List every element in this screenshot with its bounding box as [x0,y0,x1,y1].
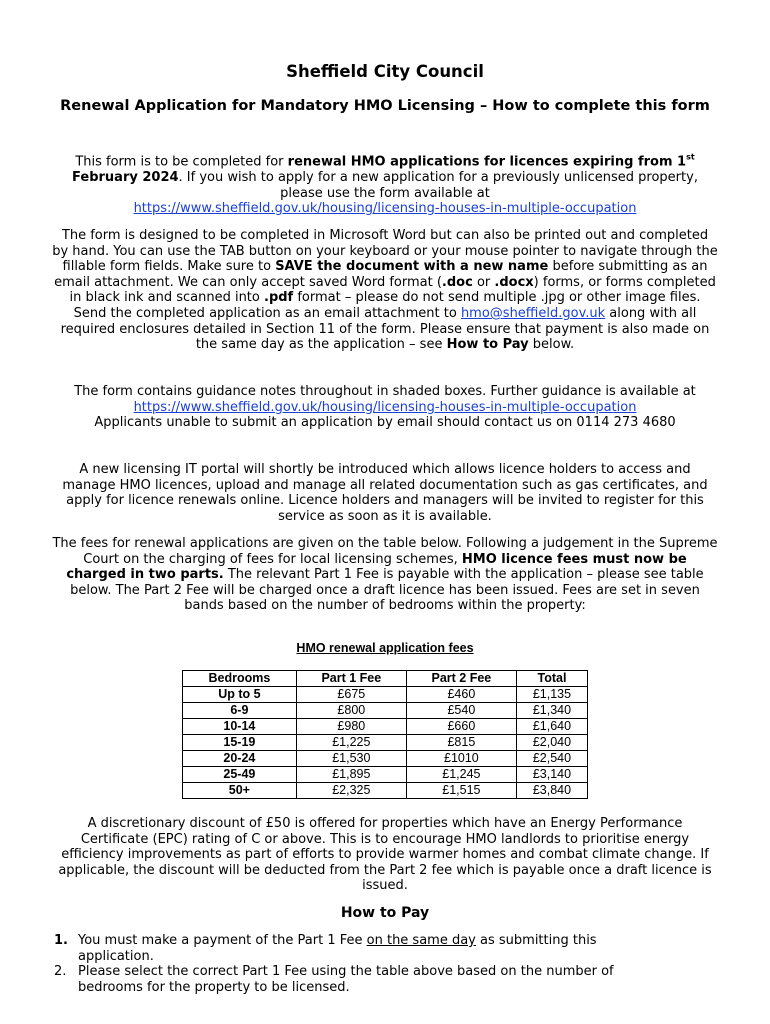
completion-text-2: before submitting as an email attachment. We can only accept saved Word format ( [54,259,708,290]
part2-cell: £815 [406,735,516,751]
fees-table-caption: HMO renewal application fees [296,641,474,655]
part2-cell: £1,515 [406,783,516,799]
intro-bold-expiry: renewal HMO applications for licences expiring from 1 [287,154,687,170]
step-text-2: as submitting this application. [78,933,597,964]
table-row [183,735,588,751]
total-cell: £1,135 [516,687,587,703]
completion-text: The form is designed to be completed in Microsoft Word but can also be printed out and completed by hand. You can use the TAB button on your keyboard or your mouse pointer to navigate through the fillable form fields. Make sure to [52,228,718,275]
intro-text: This form is to be completed for [75,154,288,170]
fees-bold-note: HMO licence fees must now be charged in two parts. [66,551,687,583]
intro-superscript: st [686,153,695,162]
total-cell: £1,640 [516,719,587,735]
table-row [183,783,588,799]
fees-text-2: The relevant Part 1 Fee is payable with the application – please see table below. The Part 2 Fee will be charged once a draft licence has been issued. Fees are set in seven bands based on the number of bedrooms within the property: [70,567,704,614]
total-cell: £2,040 [516,735,587,751]
intro-text-2: . If you wish to apply for a new application for a previously unlicensed property, please use the form available at [178,169,698,201]
save-instruction: SAVE the document with a new name [275,259,549,275]
fees-paragraph [52,536,718,614]
header-bedrooms: Bedrooms [183,671,297,687]
part1-cell: £1,530 [296,751,406,767]
completion-text-3: or [472,274,495,290]
discount-paragraph: A discretionary discount of £50 is offered for properties which have an Energy Performance Certificate (EPC) rating of C or above. This is to encourage HMO landlords to prioritise energy efficiency improvements as part of efforts to provide warmer homes and combat climate change. If applicable, the discount will be deducted from the Part 2 fee which is payable once a draft licence is issued. [58,816,712,894]
intro-paragraph [52,150,718,217]
guidance-text: The form contains guidance notes throughout in shaded boxes. Further guidance is available at [74,384,696,399]
completion-text-7: below. [528,337,575,353]
total-cell: £1,340 [516,703,587,719]
table-row [183,767,588,783]
council-title: Sheffield City Council [286,62,484,81]
fees-text: The fees for renewal applications are given on the table below. Following a judgement in the Supreme Court on the charging of fees for local licensing schemes, [52,536,718,567]
table-row [183,719,588,735]
table-header-row [183,671,588,687]
list-item [52,964,662,995]
total-cell: £2,540 [516,751,587,767]
how-to-pay-reference: How to Pay [446,337,529,353]
part2-cell: £1,245 [406,767,516,783]
part2-cell: £1010 [406,751,516,767]
step-number: 2. [54,964,67,980]
contact-text: Applicants unable to submit an application by email should contact us on 0114 273 4680 [94,415,676,431]
header-part1: Part 1 Fee [296,671,406,687]
step-text: Please select the correct Part 1 Fee using the table above based on the number of bedrooms for the property to be licensed. [78,964,614,995]
part1-cell: £800 [296,703,406,719]
completion-paragraph [52,228,718,353]
email-link[interactable]: hmo@sheffield.gov.uk [460,305,606,321]
part1-cell: £1,895 [296,767,406,783]
step-text: You must make a payment of the Part 1 Fee [78,933,367,948]
completion-text-4: ) forms, or forms completed in black ink and scanned into [69,274,716,306]
guidance-link[interactable]: https://www.sheffield.gov.uk/housing/licensing-houses-in-multiple-occupation [133,201,637,217]
total-cell: £3,140 [516,767,587,783]
guidance-paragraph [52,384,718,431]
header-part2: Part 2 Fee [406,671,516,687]
bedrooms-cell: 25-49 [183,767,297,783]
intro-bold-date: February 2024 [72,169,179,185]
form-subtitle: Renewal Application for Mandatory HMO Licensing – How to complete this form [60,98,710,114]
fees-table [182,670,588,799]
payment-steps-list [52,933,662,995]
part1-cell: £980 [296,719,406,735]
part2-cell: £540 [406,703,516,719]
table-row [183,687,588,703]
docx-format: .docx [494,274,534,290]
guidance-link-2[interactable]: https://www.sheffield.gov.uk/housing/licensing-houses-in-multiple-occupation [133,399,637,415]
completion-text-5: format – please do not send multiple .jpg or other image files. Send the completed application as an email attachment to [73,290,701,321]
portal-paragraph: A new licensing IT portal will shortly be introduced which allows licence holders to access and manage HMO licences, upload and manage all related documentation such as gas certificates, and apply for licence renewals online. Licence holders and managers will be invited to register for this service as soon as it is available. [62,462,708,524]
bedrooms-cell: 15-19 [183,735,297,751]
table-row [183,703,588,719]
header-total: Total [516,671,587,687]
bedrooms-cell: 6-9 [183,703,297,719]
part2-cell: £460 [406,687,516,703]
part2-cell: £660 [406,719,516,735]
doc-format: .doc [441,274,473,290]
bedrooms-cell: 20-24 [183,751,297,767]
part1-cell: £2,325 [296,783,406,799]
pdf-format: .pdf [264,290,294,306]
total-cell: £3,840 [516,783,587,799]
step-underlined: on the same day [366,933,476,948]
how-to-pay-heading: How to Pay [340,905,430,921]
bedrooms-cell: 50+ [183,783,297,799]
completion-text-6: along with all required enclosures detailed in Section 11 of the form. Please ensure that payment is also made on the same day as the application – see [60,305,710,353]
bedrooms-cell: 10-14 [183,719,297,735]
step-number: 1. [54,933,68,948]
bedrooms-cell: Up to 5 [183,687,297,703]
part1-cell: £1,225 [296,735,406,751]
list-item [52,933,662,964]
part1-cell: £675 [296,687,406,703]
table-row [183,751,588,767]
